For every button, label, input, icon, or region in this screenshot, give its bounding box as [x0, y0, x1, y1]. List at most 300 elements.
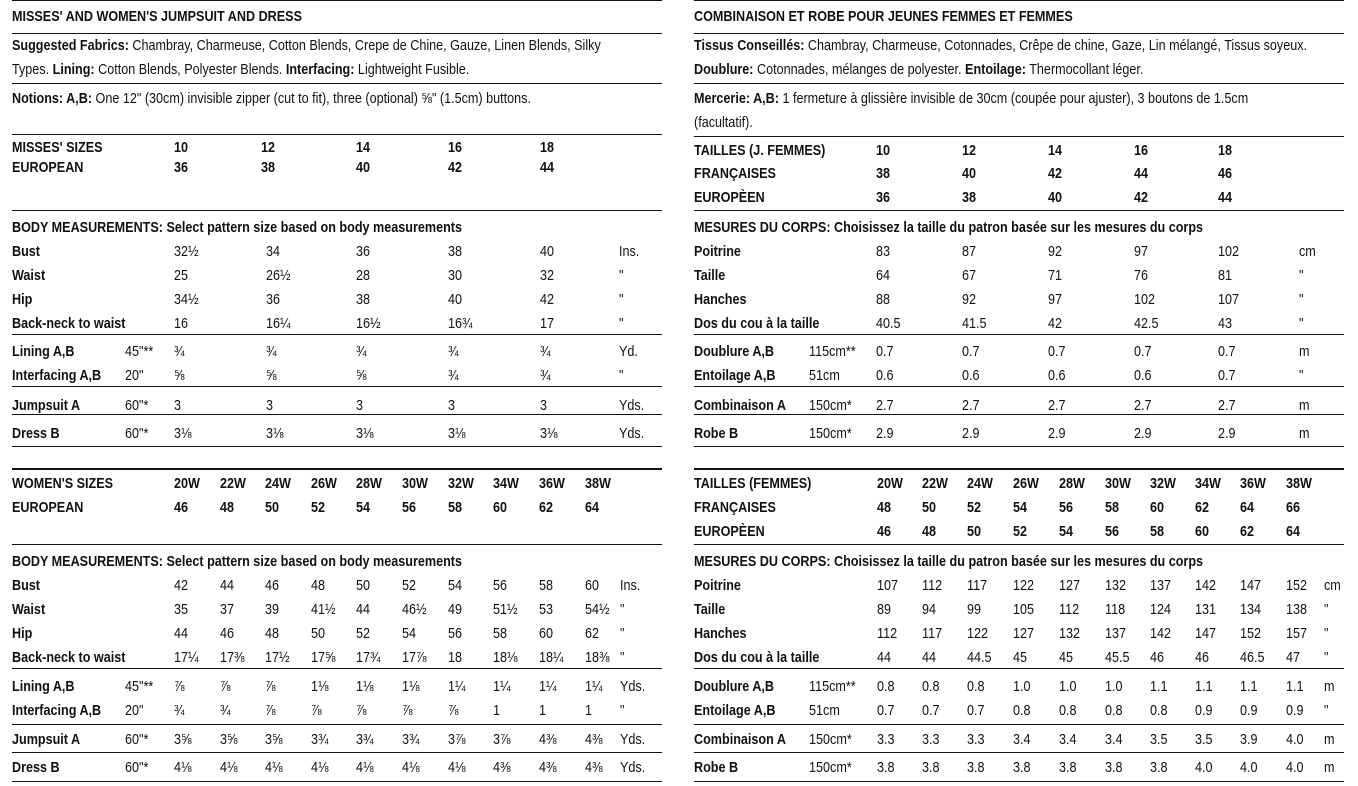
yardage-cell: 3⅝	[220, 731, 238, 748]
yardage-cell: 1¼	[539, 678, 557, 695]
unit-label: cm	[1324, 577, 1341, 594]
fabric-width: 115cm**	[809, 678, 856, 695]
measurement-cell: 64	[876, 267, 891, 284]
size-cell: 38	[876, 165, 891, 182]
yardage-cell: 4⅛	[311, 759, 329, 776]
measurement-cell: 92	[1048, 243, 1063, 260]
yardage-cell: 4⅛	[174, 759, 192, 776]
yardage-cell: 0.8	[1105, 702, 1123, 719]
yardage-cell: 0.8	[922, 678, 940, 695]
rule	[12, 544, 662, 545]
yardage-cell: 0.6	[1134, 367, 1152, 384]
fabric-label: Doublure A,B	[694, 678, 775, 695]
yardage-cell: 2.9	[1218, 425, 1236, 442]
measurement-cell: 147	[1195, 625, 1217, 642]
measurement-cell: 60	[539, 625, 554, 642]
yardage-cell: 1¼	[585, 678, 603, 695]
size-row-label: TAILLES (J. FEMMES)	[694, 142, 826, 159]
measurement-cell: 42.5	[1134, 315, 1159, 332]
yardage-cell: 3	[174, 397, 182, 414]
rule	[694, 83, 1344, 84]
measurement-cell: 58	[539, 577, 554, 594]
yardage-cell: 4⅛	[402, 759, 420, 776]
rule	[12, 414, 662, 415]
yardage-cell: 1.0	[1105, 678, 1123, 695]
measurement-cell: 152	[1286, 577, 1308, 594]
yardage-cell: 1.0	[1059, 678, 1077, 695]
size-cell: 44	[1218, 189, 1233, 206]
size-cell: 58	[1105, 499, 1120, 516]
top-rule	[694, 0, 1344, 1]
size-cell: 52	[1013, 523, 1028, 540]
yardage-cell: ¾	[356, 343, 367, 360]
measurement-cell: 94	[922, 601, 937, 618]
measurement-cell: 46	[220, 625, 235, 642]
yardage-cell: 3.8	[1105, 759, 1123, 776]
yardage-cell: 4⅜	[539, 759, 557, 776]
measurement-cell: 53	[539, 601, 554, 618]
yardage-cell: ⅞	[402, 702, 413, 719]
unit-label: "	[1299, 267, 1304, 284]
measurement-cell: 112	[1059, 601, 1080, 618]
measurement-cell: 56	[493, 577, 508, 594]
unit-label: "	[1324, 649, 1329, 666]
yardage-cell: 1	[539, 702, 547, 719]
unit-label: Ins.	[620, 577, 641, 594]
measurement-cell: 107	[1218, 291, 1240, 308]
yardage-cell: 0.6	[962, 367, 980, 384]
measurement-cell: 117	[967, 577, 988, 594]
measurement-cell: 50	[356, 577, 371, 594]
fabric-width: 60"*	[125, 397, 149, 414]
measurement-cell: 17¾	[356, 649, 381, 666]
measurement-cell: 16¾	[448, 315, 473, 332]
size-cell: 46	[1218, 165, 1233, 182]
measurement-cell: 127	[1059, 577, 1081, 594]
yardage-cell: 3⅛	[448, 425, 466, 442]
yardage-cell: 4.0	[1286, 731, 1304, 748]
yardage-cell: 3.3	[967, 731, 985, 748]
yardage-cell: ¾	[174, 702, 185, 719]
measurement-cell: 28	[356, 267, 371, 284]
yardage-cell: 0.8	[877, 678, 895, 695]
measurement-cell: 40.5	[876, 315, 901, 332]
measurement-cell: 122	[1013, 577, 1035, 594]
yardage-cell: 0.8	[967, 678, 985, 695]
yardage-cell: 0.7	[967, 702, 985, 719]
size-cell: 34W	[1195, 475, 1221, 492]
measurement-cell: 25	[174, 267, 189, 284]
rule	[12, 386, 662, 387]
fabrics-text: Chambray, Charmeuse, Cotton Blends, Crepe de Chine, Gauze, Linen Blends, Silky	[128, 37, 601, 54]
measurement-cell: 89	[877, 601, 892, 618]
yardage-cell: 1.1	[1150, 678, 1168, 695]
unit-label: Yd.	[619, 343, 638, 360]
yardage-cell: ⅞	[356, 702, 367, 719]
measurement-cell: 118	[1105, 601, 1126, 618]
measurement-cell: 105	[1013, 601, 1035, 618]
measurement-cell: 16¼	[266, 315, 291, 332]
unit-label: Ins.	[619, 243, 640, 260]
yardage-cell: 0.6	[1048, 367, 1066, 384]
size-cell: 56	[402, 499, 417, 516]
interfacing-label: Interfacing:	[285, 61, 355, 78]
size-row-label: EUROPÈEN	[694, 523, 765, 540]
yardage-cell: 4⅛	[448, 759, 466, 776]
measurement-cell: 147	[1240, 577, 1262, 594]
measurement-cell: 48	[311, 577, 326, 594]
measurement-cell: 137	[1105, 625, 1127, 642]
yardage-cell: 0.7	[877, 702, 895, 719]
lining-label: Doublure:	[694, 61, 754, 78]
measurement-cell: 34	[266, 243, 281, 260]
size-cell: 44	[1134, 165, 1149, 182]
yardage-cell: 3¾	[311, 731, 329, 748]
measurement-cell: 99	[967, 601, 982, 618]
measurement-cell: 138	[1286, 601, 1308, 618]
yardage-cell: 3	[448, 397, 456, 414]
fabric-label: Doublure A,B	[694, 343, 775, 360]
yardage-cell: 3.5	[1150, 731, 1168, 748]
measurement-cell: 18¼	[539, 649, 564, 666]
unit-label: "	[1299, 367, 1304, 384]
measurement-cell: 112	[922, 577, 943, 594]
size-cell: 16	[1134, 142, 1149, 159]
unit-label: Yds.	[620, 678, 646, 695]
fabric-width: 60"*	[125, 425, 149, 442]
yardage-cell: 0.8	[1059, 702, 1077, 719]
size-cell: 60	[1195, 523, 1210, 540]
unit-label: "	[620, 625, 625, 642]
fabrics-line	[694, 36, 1307, 56]
yardage-cell: 2.7	[1218, 397, 1236, 414]
measurement-cell: 48	[265, 625, 280, 642]
yardage-cell: 1.1	[1286, 678, 1304, 695]
unit-label: "	[619, 315, 624, 332]
size-cell: 30W	[1105, 475, 1131, 492]
yardage-cell: 1.1	[1195, 678, 1213, 695]
measurement-cell: 117	[922, 625, 943, 642]
size-cell: 42	[448, 159, 463, 176]
fabric-width: 60"*	[125, 731, 149, 748]
unit-label: m	[1299, 343, 1310, 360]
measurement-cell: 46½	[402, 601, 427, 618]
measurement-cell: 112	[877, 625, 898, 642]
measurement-cell: 41.5	[962, 315, 987, 332]
size-cell: 24W	[967, 475, 993, 492]
size-row-label: FRANÇAISES	[694, 165, 776, 182]
size-cell: 40	[962, 165, 977, 182]
measurement-cell: 56	[448, 625, 463, 642]
measurement-cell: 52	[402, 577, 417, 594]
yardage-cell: 3.8	[967, 759, 985, 776]
interfacing-text: Thermocollant léger.	[1025, 61, 1144, 78]
size-cell: 36W	[1240, 475, 1266, 492]
size-cell: 44	[540, 159, 555, 176]
size-cell: 52	[967, 499, 982, 516]
size-cell: 14	[356, 139, 371, 156]
notions-label: Notions: A,B:	[12, 90, 93, 107]
size-cell: 66	[1286, 499, 1301, 516]
yardage-cell: 0.6	[876, 367, 894, 384]
notions-line-2: (facultatif).	[694, 114, 753, 131]
measurement-cell: 44	[220, 577, 235, 594]
yardage-cell: 0.7	[1048, 343, 1066, 360]
size-cell: 54	[1059, 523, 1074, 540]
yardage-cell: 0.9	[1286, 702, 1304, 719]
measurement-cell: 17⅞	[402, 649, 427, 666]
measurement-cell: 45	[1059, 649, 1074, 666]
fabric-width: 45"**	[125, 343, 154, 360]
measurement-cell: 26½	[266, 267, 291, 284]
yardage-cell: 4⅜	[585, 731, 603, 748]
size-cell: 48	[220, 499, 235, 516]
size-cell: 62	[1195, 499, 1210, 516]
measurement-cell: 50	[311, 625, 326, 642]
measurement-cell: 44	[922, 649, 937, 666]
size-cell: 20W	[174, 475, 200, 492]
yardage-cell: 3⅛	[266, 425, 284, 442]
measurement-cell: 16½	[356, 315, 381, 332]
yardage-cell: 3.8	[922, 759, 940, 776]
yardage-cell: 4.0	[1240, 759, 1258, 776]
size-row-label: FRANÇAISES	[694, 499, 776, 516]
yardage-cell: 3.3	[922, 731, 940, 748]
measurement-cell: 46.5	[1240, 649, 1265, 666]
size-cell: 38	[962, 189, 977, 206]
yardage-cell: 1⅛	[356, 678, 374, 695]
measurement-cell: 44	[356, 601, 371, 618]
unit-label: Yds.	[620, 731, 646, 748]
interfacing-text: Lightweight Fusible.	[354, 61, 470, 78]
measurement-cell: 142	[1150, 625, 1172, 642]
unit-label: "	[620, 601, 625, 618]
measurement-cell: 152	[1240, 625, 1262, 642]
yardage-cell: ⅞	[220, 678, 231, 695]
measurement-cell: 32	[540, 267, 555, 284]
yardage-cell: 3.9	[1240, 731, 1258, 748]
yardage-cell: 2.9	[1134, 425, 1152, 442]
lining-text: Cotton Blends, Polyester Blends.	[94, 61, 286, 78]
yardage-cell: 4⅜	[493, 759, 511, 776]
size-cell: 56	[1059, 499, 1074, 516]
fabric-width: 150cm*	[809, 759, 852, 776]
size-cell: 64	[585, 499, 600, 516]
measurement-cell: 41½	[311, 601, 336, 618]
yardage-cell: 3⅝	[174, 731, 192, 748]
size-cell: 38W	[585, 475, 611, 492]
yardage-cell: 2.7	[876, 397, 894, 414]
fabrics-text: Chambray, Charmeuse, Cotonnades, Crêpe de chine, Gaze, Lin mélangé, Tissus soyeux.	[804, 37, 1308, 54]
measurement-cell: 43	[1218, 315, 1233, 332]
measurement-cell: 142	[1195, 577, 1217, 594]
yardage-cell: 3¾	[356, 731, 374, 748]
rule	[694, 386, 1344, 387]
notions-line	[694, 89, 1248, 109]
measurement-cell: 131	[1195, 601, 1217, 618]
yardage-cell: ¾	[448, 367, 459, 384]
notions-label: Mercerie: A,B:	[694, 90, 779, 107]
title: COMBINAISON ET ROBE POUR JEUNES FEMMES ET FEMMES	[694, 8, 1073, 25]
size-cell: 52	[311, 499, 326, 516]
fabric-label: Interfacing A,B	[12, 702, 102, 719]
yardage-cell: 2.9	[962, 425, 980, 442]
yardage-cell: 0.8	[1013, 702, 1031, 719]
unit-label: "	[1324, 702, 1329, 719]
size-cell: 36	[174, 159, 189, 176]
measurement-cell: 127	[1013, 625, 1035, 642]
top-rule	[12, 0, 662, 1]
measurement-cell: 54½	[585, 601, 610, 618]
measurement-cell: 81	[1218, 267, 1233, 284]
measurement-cell: 124	[1150, 601, 1172, 618]
size-cell: 60	[493, 499, 508, 516]
measurement-cell: 38	[448, 243, 463, 260]
size-cell: 32W	[1150, 475, 1176, 492]
measurement-cell: 62	[585, 625, 600, 642]
rule	[12, 334, 662, 335]
yardage-cell: 0.9	[1240, 702, 1258, 719]
measurement-cell: 45.5	[1105, 649, 1130, 666]
fabric-label: Entoilage A,B	[694, 702, 776, 719]
unit-label: m	[1324, 759, 1335, 776]
unit-label: Yds.	[620, 759, 646, 776]
yardage-cell: ⅝	[266, 367, 277, 384]
measurement-cell: 47	[1286, 649, 1301, 666]
size-row-label: EUROPEAN	[12, 159, 84, 176]
yardage-cell: ⅝	[174, 367, 185, 384]
size-cell: 54	[356, 499, 371, 516]
measurement-cell: 60	[585, 577, 600, 594]
yardage-cell: 3	[540, 397, 548, 414]
rule	[694, 752, 1344, 753]
size-row-label: EUROPÈEN	[694, 189, 765, 206]
yardage-cell: 1	[585, 702, 593, 719]
size-cell: 46	[877, 523, 892, 540]
measurement-label: Hip	[12, 625, 33, 642]
yardage-cell: ⅝	[356, 367, 367, 384]
size-cell: 58	[448, 499, 463, 516]
unit-label: Yds.	[619, 397, 645, 414]
unit-label: "	[1299, 291, 1304, 308]
unit-label: cm	[1299, 243, 1316, 260]
yardage-cell: ⅞	[265, 678, 276, 695]
size-cell: 36	[876, 189, 891, 206]
yardage-cell: 3.5	[1195, 731, 1213, 748]
unit-label: "	[1299, 315, 1304, 332]
fabric-label: Jumpsuit A	[12, 397, 81, 414]
measurement-label: Waist	[12, 267, 46, 284]
yardage-cell: 4.0	[1286, 759, 1304, 776]
fabric-label: Lining A,B	[12, 343, 75, 360]
measurement-label: Bust	[12, 243, 41, 260]
rule	[12, 134, 662, 135]
yardage-cell: 4⅛	[356, 759, 374, 776]
measurement-cell: 102	[1134, 291, 1156, 308]
measurement-cell: 46	[1150, 649, 1165, 666]
yardage-cell: 3.4	[1105, 731, 1123, 748]
size-cell: 22W	[220, 475, 246, 492]
fabric-width: 20"	[125, 702, 144, 719]
yardage-cell: 3.4	[1013, 731, 1031, 748]
measurement-cell: 83	[876, 243, 891, 260]
measurement-cell: 44.5	[967, 649, 992, 666]
yardage-cell: 3¾	[402, 731, 420, 748]
yardage-cell: ⅞	[448, 702, 459, 719]
rule	[694, 136, 1344, 137]
fabric-label: Entoilage A,B	[694, 367, 776, 384]
measurement-cell: 16	[174, 315, 189, 332]
yardage-cell: 0.7	[1134, 343, 1152, 360]
rule	[694, 446, 1344, 447]
yardage-cell: ¾	[448, 343, 459, 360]
measurement-cell: 35	[174, 601, 189, 618]
size-row-label: MISSES' SIZES	[12, 139, 103, 156]
fabric-label: Jumpsuit A	[12, 731, 81, 748]
yardage-cell: 2.7	[962, 397, 980, 414]
measurement-cell: 67	[962, 267, 977, 284]
measurement-cell: 40	[540, 243, 555, 260]
fabric-label: Interfacing A,B	[12, 367, 102, 384]
rule	[694, 668, 1344, 669]
measurement-cell: 49	[448, 601, 463, 618]
rule	[12, 468, 662, 470]
yardage-cell: 1¼	[448, 678, 466, 695]
yardage-cell: 0.8	[1150, 702, 1168, 719]
measurement-label: Back-neck to waist	[12, 649, 126, 666]
size-cell: 18	[1218, 142, 1233, 159]
measurement-cell: 36	[266, 291, 281, 308]
yardage-cell: 3.8	[1059, 759, 1077, 776]
fabric-width: 150cm*	[809, 425, 852, 442]
measurement-cell: 42	[540, 291, 555, 308]
yardage-cell: 3	[356, 397, 364, 414]
measurement-cell: 46	[265, 577, 280, 594]
fabric-width: 150cm*	[809, 731, 852, 748]
size-cell: 20W	[877, 475, 903, 492]
notions-text: 1 fermeture à glissière invisible de 30cm (coupée pour ajuster), 3 boutons de 1.5cm	[778, 90, 1249, 107]
yardage-cell: 4⅛	[220, 759, 238, 776]
size-cell: 26W	[1013, 475, 1039, 492]
fabric-width: 51cm	[809, 367, 840, 384]
size-cell: 26W	[311, 475, 337, 492]
measurement-label: Back-neck to waist	[12, 315, 126, 332]
measurement-cell: 137	[1150, 577, 1172, 594]
yardage-cell: 0.7	[1218, 367, 1236, 384]
measurement-cell: 87	[962, 243, 977, 260]
measurement-cell: 18⅜	[585, 649, 610, 666]
yardage-cell: 0.9	[1195, 702, 1213, 719]
rule	[694, 781, 1344, 782]
interfacing-label: Entoilage:	[965, 61, 1026, 78]
measurement-cell: 58	[493, 625, 508, 642]
unit-label: "	[619, 267, 624, 284]
size-cell: 58	[1150, 523, 1165, 540]
size-cell: 16	[448, 139, 463, 156]
measurement-label: Taille	[694, 601, 726, 618]
yardage-cell: 3⅛	[174, 425, 192, 442]
measurement-cell: 40	[448, 291, 463, 308]
size-cell: 60	[1150, 499, 1165, 516]
measurement-cell: 107	[877, 577, 899, 594]
fabric-width: 60"*	[125, 759, 149, 776]
unit-label: "	[620, 649, 625, 666]
yardage-cell: 3⅛	[356, 425, 374, 442]
yardage-cell: ¾	[540, 343, 551, 360]
measurement-cell: 92	[962, 291, 977, 308]
notions-line	[12, 89, 531, 109]
measurement-cell: 97	[1048, 291, 1063, 308]
